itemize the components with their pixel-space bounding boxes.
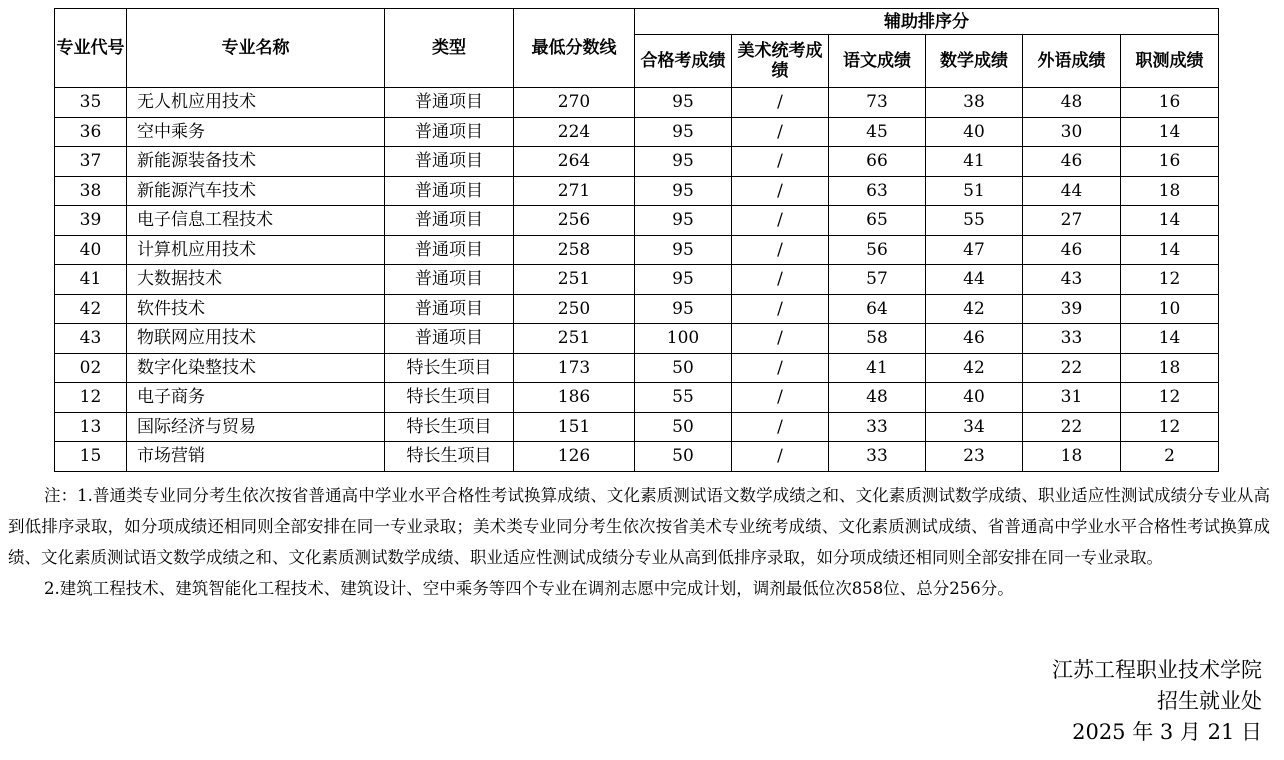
cell-math: 23 — [926, 442, 1023, 472]
cell-code: 12 — [55, 383, 127, 413]
cell-type: 特长生项目 — [385, 412, 514, 442]
cell-art-exam: ∕ — [732, 206, 829, 236]
cell-name: 无人机应用技术 — [127, 88, 385, 118]
cell-art-exam: ∕ — [732, 324, 829, 354]
cell-code: 39 — [55, 206, 127, 236]
cell-pass-exam: 55 — [635, 383, 732, 413]
cell-vocational: 14 — [1121, 235, 1219, 265]
cell-foreign: 27 — [1023, 206, 1121, 236]
table-row — [55, 383, 1219, 413]
header-major-code: 专业代号 — [55, 9, 127, 88]
cell-chinese: 63 — [829, 176, 926, 206]
cell-art-exam: ∕ — [732, 412, 829, 442]
cell-min-score: 251 — [514, 324, 635, 354]
header-min-score: 最低分数线 — [514, 9, 635, 88]
cell-foreign: 48 — [1023, 88, 1121, 118]
cell-chinese: 73 — [829, 88, 926, 118]
cell-code: 36 — [55, 117, 127, 147]
cell-pass-exam: 95 — [635, 265, 732, 295]
cell-min-score: 264 — [514, 147, 635, 177]
cell-chinese: 48 — [829, 383, 926, 413]
cell-type: 普通项目 — [385, 294, 514, 324]
cell-chinese: 45 — [829, 117, 926, 147]
header-aux-pass-exam: 合格考成绩 — [635, 35, 732, 88]
cell-art-exam: ∕ — [732, 294, 829, 324]
cell-name: 市场营销 — [127, 442, 385, 472]
cell-type: 普通项目 — [385, 206, 514, 236]
cell-chinese: 56 — [829, 235, 926, 265]
cell-type: 特长生项目 — [385, 353, 514, 383]
cell-name: 电子商务 — [127, 383, 385, 413]
cell-foreign: 18 — [1023, 442, 1121, 472]
cell-art-exam: ∕ — [732, 117, 829, 147]
cell-art-exam: ∕ — [732, 88, 829, 118]
cell-chinese: 64 — [829, 294, 926, 324]
cell-min-score: 224 — [514, 117, 635, 147]
cell-min-score: 251 — [514, 265, 635, 295]
cell-name: 新能源装备技术 — [127, 147, 385, 177]
cell-math: 41 — [926, 147, 1023, 177]
table-row — [55, 117, 1219, 147]
cell-art-exam: ∕ — [732, 176, 829, 206]
table-row — [55, 412, 1219, 442]
signature-block — [1052, 655, 1262, 748]
cell-math: 46 — [926, 324, 1023, 354]
cell-type: 普通项目 — [385, 147, 514, 177]
header-type: 类型 — [385, 9, 514, 88]
cell-code: 38 — [55, 176, 127, 206]
cell-vocational: 18 — [1121, 353, 1219, 383]
cell-min-score: 256 — [514, 206, 635, 236]
table-row — [55, 147, 1219, 177]
cell-chinese: 66 — [829, 147, 926, 177]
cell-vocational: 16 — [1121, 88, 1219, 118]
cell-math: 51 — [926, 176, 1023, 206]
header-aux-foreign: 外语成绩 — [1023, 35, 1121, 88]
signature-date: 2025 年 3 月 21 日 — [1072, 720, 1262, 744]
cell-foreign: 30 — [1023, 117, 1121, 147]
cell-math: 47 — [926, 235, 1023, 265]
cell-pass-exam: 95 — [635, 235, 732, 265]
cell-pass-exam: 95 — [635, 88, 732, 118]
cell-code: 42 — [55, 294, 127, 324]
cell-math: 42 — [926, 353, 1023, 383]
cell-min-score: 258 — [514, 235, 635, 265]
cell-vocational: 18 — [1121, 176, 1219, 206]
cell-foreign: 46 — [1023, 147, 1121, 177]
table-row — [55, 235, 1219, 265]
header-aux-sort-group: 辅助排序分 — [635, 9, 1219, 35]
header-major-name: 专业名称 — [127, 9, 385, 88]
cell-chinese: 33 — [829, 442, 926, 472]
signature-org: 江苏工程职业技术学院 — [1052, 658, 1262, 682]
cell-math: 55 — [926, 206, 1023, 236]
cell-code: 02 — [55, 353, 127, 383]
cell-pass-exam: 95 — [635, 147, 732, 177]
cell-vocational: 12 — [1121, 383, 1219, 413]
cell-vocational: 14 — [1121, 324, 1219, 354]
cell-vocational: 12 — [1121, 412, 1219, 442]
cell-pass-exam: 95 — [635, 294, 732, 324]
notes-section — [8, 480, 1270, 604]
cell-math: 40 — [926, 117, 1023, 147]
cell-foreign: 22 — [1023, 353, 1121, 383]
cell-name: 国际经济与贸易 — [127, 412, 385, 442]
note-2: 2.建筑工程技术、建筑智能化工程技术、建筑设计、空中乘务等四个专业在调剂志愿中完成计划，调剂最低位次858位、总分256分。 — [44, 579, 1014, 598]
table-row — [55, 176, 1219, 206]
header-aux-chinese: 语文成绩 — [829, 35, 926, 88]
cell-code: 43 — [55, 324, 127, 354]
cell-type: 普通项目 — [385, 176, 514, 206]
cell-foreign: 46 — [1023, 235, 1121, 265]
cell-code: 40 — [55, 235, 127, 265]
cell-code: 15 — [55, 442, 127, 472]
table-row — [55, 324, 1219, 354]
cell-type: 普通项目 — [385, 235, 514, 265]
signature-dept: 招生就业处 — [1157, 689, 1262, 713]
cell-code: 13 — [55, 412, 127, 442]
cell-chinese: 41 — [829, 353, 926, 383]
cell-name: 数字化染整技术 — [127, 353, 385, 383]
cell-math: 42 — [926, 294, 1023, 324]
cell-art-exam: ∕ — [732, 235, 829, 265]
cell-name: 软件技术 — [127, 294, 385, 324]
cell-art-exam: ∕ — [732, 147, 829, 177]
cell-name: 计算机应用技术 — [127, 235, 385, 265]
cell-vocational: 14 — [1121, 206, 1219, 236]
cell-vocational: 10 — [1121, 294, 1219, 324]
header-aux-vocational: 职测成绩 — [1121, 35, 1219, 88]
cell-foreign: 44 — [1023, 176, 1121, 206]
cell-chinese: 33 — [829, 412, 926, 442]
cell-type: 普通项目 — [385, 117, 514, 147]
cell-vocational: 12 — [1121, 265, 1219, 295]
cell-math: 38 — [926, 88, 1023, 118]
admission-score-table — [54, 8, 1219, 472]
table-row — [55, 442, 1219, 472]
cell-foreign: 33 — [1023, 324, 1121, 354]
cell-name: 电子信息工程技术 — [127, 206, 385, 236]
cell-vocational: 2 — [1121, 442, 1219, 472]
cell-min-score: 271 — [514, 176, 635, 206]
cell-code: 37 — [55, 147, 127, 177]
table-row — [55, 353, 1219, 383]
cell-name: 大数据技术 — [127, 265, 385, 295]
cell-pass-exam: 95 — [635, 176, 732, 206]
cell-min-score: 270 — [514, 88, 635, 118]
cell-type: 普通项目 — [385, 324, 514, 354]
cell-pass-exam: 50 — [635, 412, 732, 442]
cell-chinese: 57 — [829, 265, 926, 295]
cell-min-score: 151 — [514, 412, 635, 442]
cell-chinese: 65 — [829, 206, 926, 236]
cell-pass-exam: 50 — [635, 442, 732, 472]
cell-foreign: 31 — [1023, 383, 1121, 413]
table-body — [55, 88, 1219, 472]
note-1: 注：1.普通类专业同分考生依次按省普通高中学业水平合格性考试换算成绩、文化素质测试语文数学成绩之和、文化素质测试数学成绩、职业适应性测试成绩分专业从高到低排序录取，如分项成绩还相同则全部安排在同一专业录取；美术类专业同分考生依次按省美术专业统考成绩、文化素质测试成绩、省普通高中学业水平合格性考试换算成绩、文化素质测试语文数学成绩之和、文化素质测试数学成绩、职业适应性测试成绩分专业从高到低排序录取，如分项成绩还相同则全部安排在同一专业录取。 — [8, 486, 1270, 567]
cell-vocational: 16 — [1121, 147, 1219, 177]
cell-type: 特长生项目 — [385, 383, 514, 413]
cell-pass-exam: 50 — [635, 353, 732, 383]
cell-math: 40 — [926, 383, 1023, 413]
header-aux-math: 数学成绩 — [926, 35, 1023, 88]
cell-math: 34 — [926, 412, 1023, 442]
cell-art-exam: ∕ — [732, 383, 829, 413]
cell-min-score: 186 — [514, 383, 635, 413]
cell-vocational: 14 — [1121, 117, 1219, 147]
cell-chinese: 58 — [829, 324, 926, 354]
cell-art-exam: ∕ — [732, 265, 829, 295]
cell-type: 特长生项目 — [385, 442, 514, 472]
cell-type: 普通项目 — [385, 265, 514, 295]
cell-math: 44 — [926, 265, 1023, 295]
cell-code: 41 — [55, 265, 127, 295]
cell-code: 35 — [55, 88, 127, 118]
cell-name: 新能源汽车技术 — [127, 176, 385, 206]
cell-name: 物联网应用技术 — [127, 324, 385, 354]
cell-pass-exam: 100 — [635, 324, 732, 354]
cell-art-exam: ∕ — [732, 442, 829, 472]
cell-min-score: 126 — [514, 442, 635, 472]
cell-name: 空中乘务 — [127, 117, 385, 147]
table-row — [55, 206, 1219, 236]
cell-min-score: 250 — [514, 294, 635, 324]
header-aux-art-exam: 美术统考成绩 — [732, 35, 829, 88]
cell-foreign: 43 — [1023, 265, 1121, 295]
cell-foreign: 39 — [1023, 294, 1121, 324]
cell-type: 普通项目 — [385, 88, 514, 118]
table-row — [55, 294, 1219, 324]
cell-min-score: 173 — [514, 353, 635, 383]
table-row — [55, 265, 1219, 295]
table-row — [55, 88, 1219, 118]
cell-pass-exam: 95 — [635, 117, 732, 147]
cell-pass-exam: 95 — [635, 206, 732, 236]
cell-foreign: 22 — [1023, 412, 1121, 442]
cell-art-exam: ∕ — [732, 353, 829, 383]
